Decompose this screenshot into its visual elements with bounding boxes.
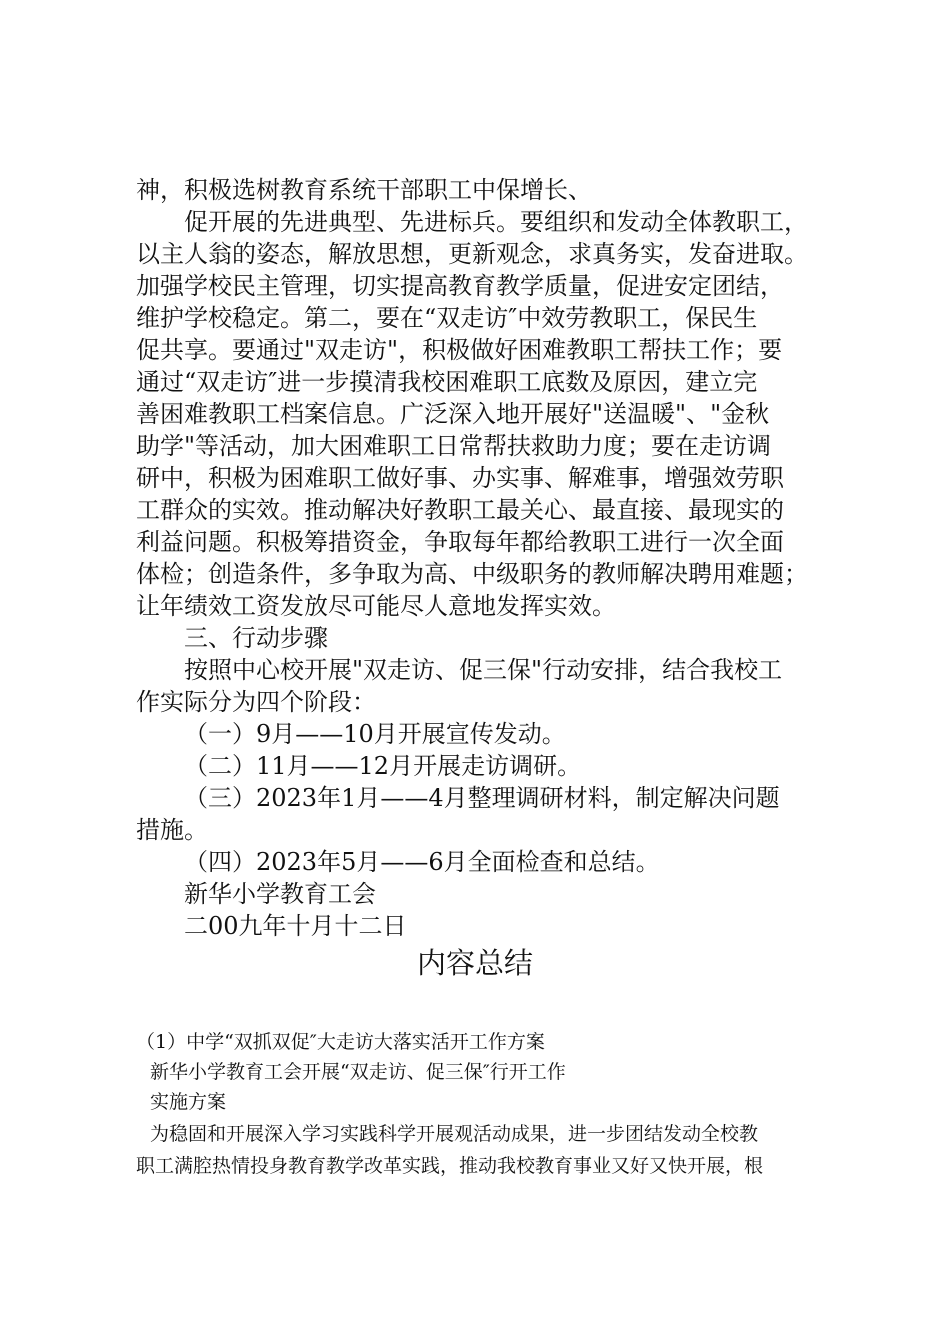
body-line: 利益问题。积极筹措资金，争取每年都给教职工进行一次全面 [136, 528, 784, 556]
summary-line: （1）中学“双抓双促″大走访大落实活开工作方案 [136, 1031, 545, 1053]
body-line: 促开展的先进典型、先进标兵。要组织和发动全体教职工， [184, 208, 808, 236]
summary-line: 新华小学教育工会开展“双走访、促三保″行开工作 [150, 1061, 566, 1083]
body-line: 通过“双走访″进一步摸清我校困难职工底数及原因，建立完 [136, 368, 758, 396]
body-line: 按照中心校开展"双走访、促三保"行动安排，结合我校工 [184, 656, 783, 684]
body-line: 助学"等活动，加大困难职工日常帮扶救助力度；要在走访调 [136, 432, 772, 460]
body-line: 作实际分为四个阶段： [136, 688, 376, 716]
body-line: 体检；创造条件，多争取为高、中级职务的教师解决聘用难题； [136, 560, 808, 588]
summary-title: 内容总结 [416, 946, 533, 980]
body-line: 善困难教职工档案信息。广泛深入地开展好"送温暖"、"金秋 [136, 400, 770, 428]
stage-item: （四）2023年5月——6月全面检查和总结。 [184, 848, 660, 876]
summary-line: 为稳固和开展深入学习实践科学开展观活动成果，进一步团结发动全校教 [150, 1123, 759, 1145]
signature-org: 新华小学教育工会 [184, 880, 376, 908]
stage-item: （一）9月——10月开展宣传发动。 [184, 720, 566, 748]
stage-item: （二）11月——12月开展走访调研。 [184, 752, 582, 780]
body-line: 让年绩效工资发放尽可能尽人意地发挥实效。 [136, 592, 616, 620]
body-line: 加强学校民主管理，切实提高教育教学质量，促进安定团结， [136, 272, 784, 300]
summary-line: 职工满腔热情投身教育教学改革实践，推动我校教育事业又好又快开展，根 [136, 1155, 764, 1177]
body-line: 神，积极选树教育系统干部职工中保增长、 [136, 176, 592, 204]
body-line: 促共享。要通过"双走访"，积极做好困难教职工帮扶工作；要 [136, 336, 783, 364]
body-line: 以主人翁的姿态，解放思想，更新观念，求真务实，发奋进取。 [136, 240, 808, 268]
section-heading: 三、行动步骤 [184, 624, 328, 652]
body-line: 维护学校稳定。第二，要在“双走访″中效劳教职工，保民生 [136, 304, 758, 332]
body-line: 工群众的实效。推动解决好教职工最关心、最直接、最现实的 [136, 496, 784, 524]
stage-item: （三）2023年1月——4月整理调研材料，制定解决问题 [184, 784, 780, 812]
body-line: 研中，积极为困难职工做好事、办实事、解难事，增强效劳职 [136, 464, 784, 492]
signature-date: 二00九年十月十二日 [184, 912, 407, 940]
summary-line: 实施方案 [150, 1091, 227, 1113]
body-line: 措施。 [136, 816, 208, 844]
